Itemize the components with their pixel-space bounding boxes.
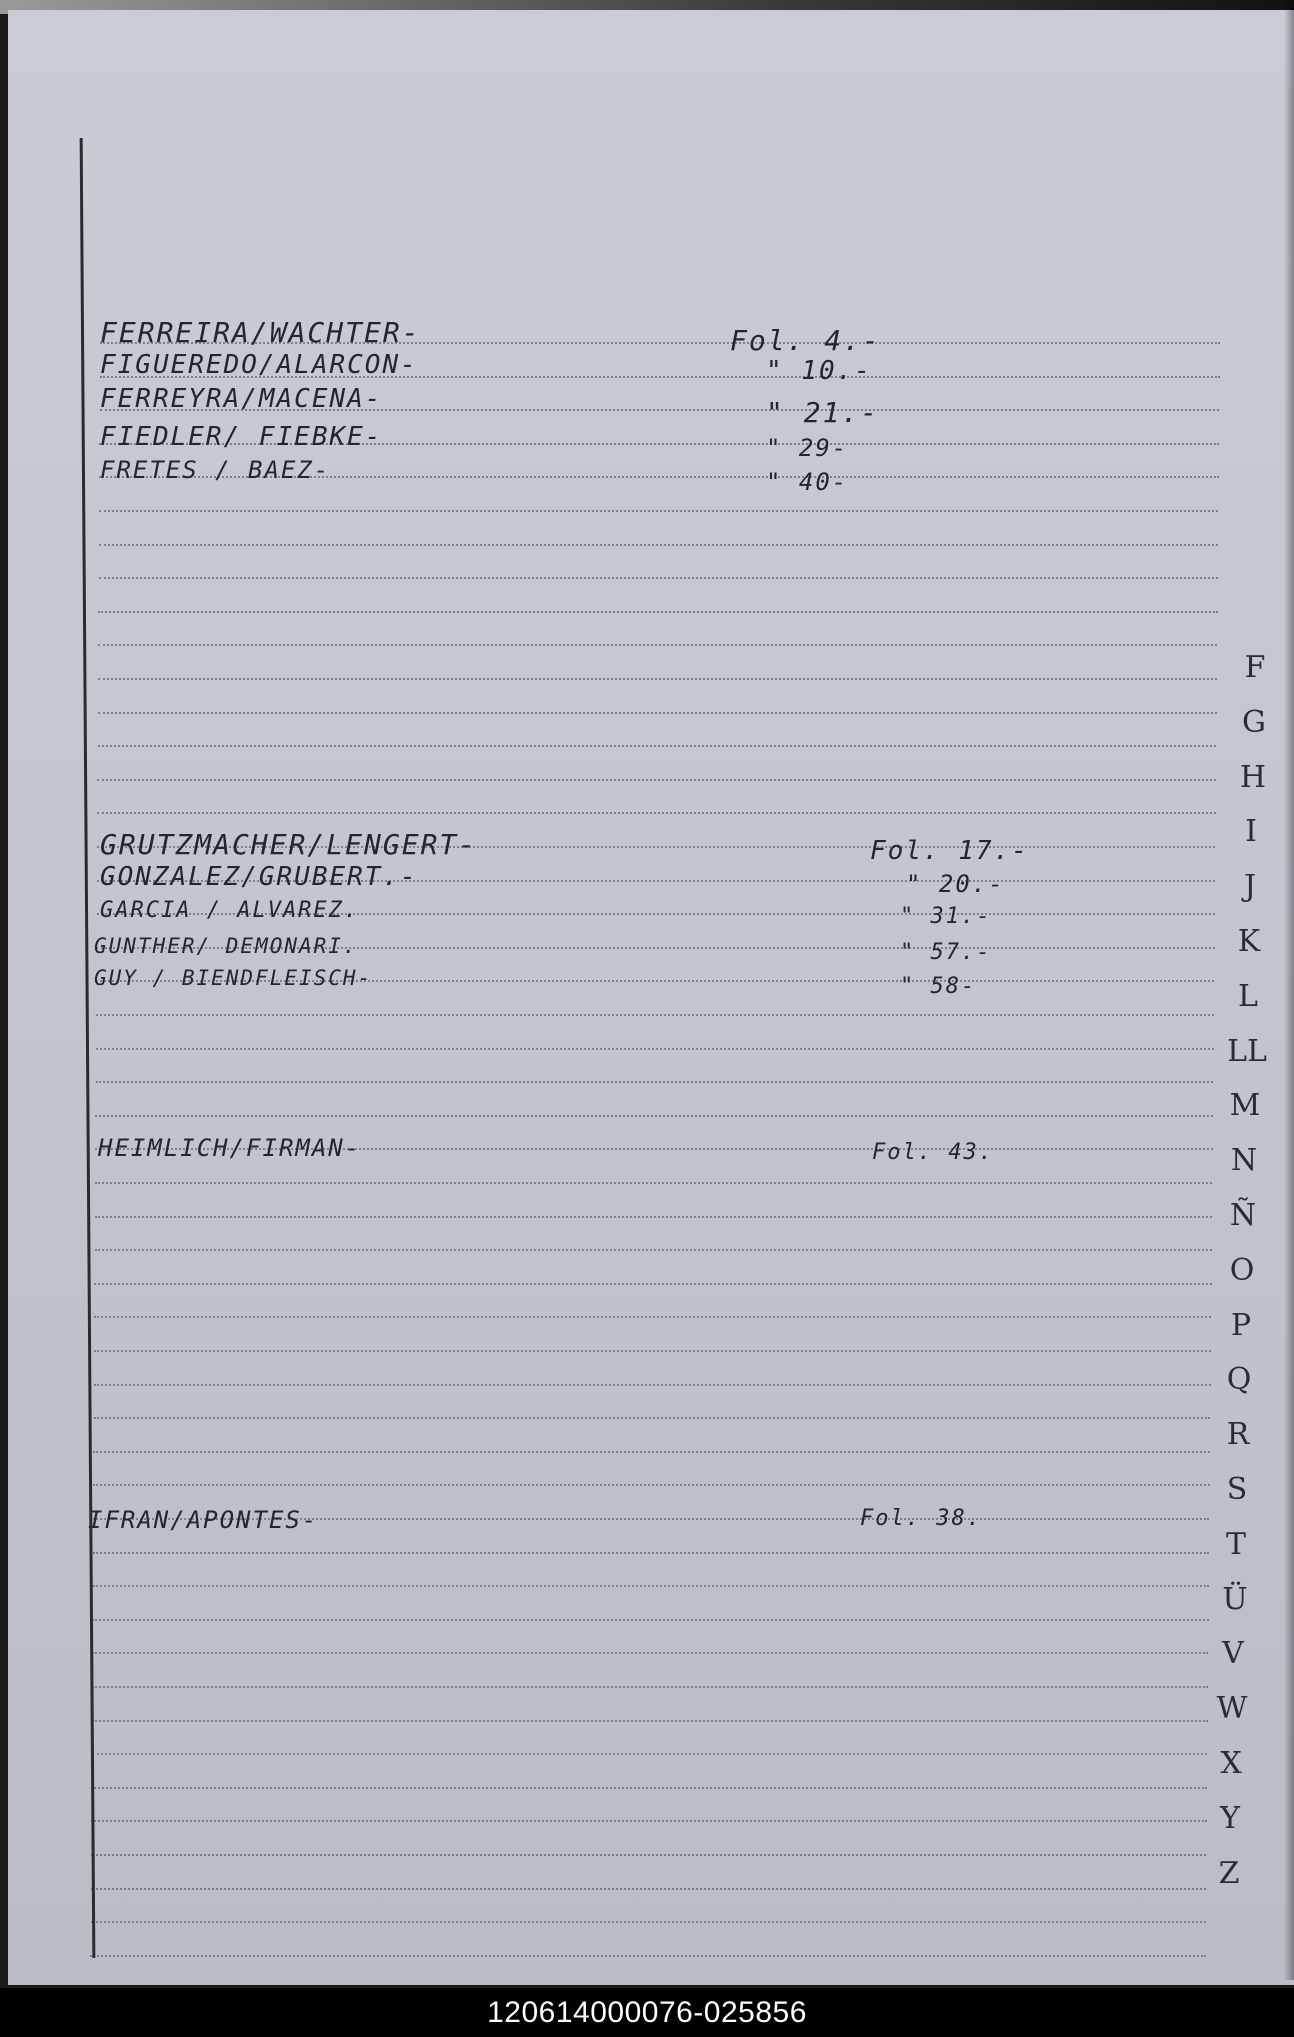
entry-name: FIGUEREDO/ALARCON- [100, 350, 418, 380]
ruled-line [94, 1384, 1211, 1386]
ruled-line [95, 1216, 1212, 1218]
ruled-line [92, 1720, 1208, 1722]
ruled-line [91, 1888, 1206, 1890]
entry-name: FERREIRA/WACHTER- [100, 316, 421, 349]
index-tab[interactable]: Q [1226, 1362, 1252, 1398]
entry-name: GUNTHER/ DEMONARI. [94, 934, 358, 958]
entry-folio: " 20.- [906, 870, 1005, 898]
ruled-line [92, 1753, 1207, 1755]
archive-stamp: 120614000076-025856 [0, 1988, 1294, 2037]
ruled-line [98, 678, 1217, 680]
ruled-line [91, 1820, 1207, 1822]
entry-name: HEIMLICH/FIRMAN- [98, 1134, 362, 1162]
ruled-line [93, 1552, 1209, 1554]
entry-name: GONZALEZ/GRUBERT.- [100, 862, 418, 892]
ruled-line [98, 712, 1217, 714]
index-tab[interactable]: F [1244, 650, 1266, 685]
entry-folio: Fol. 43. [872, 1140, 994, 1165]
entry-folio: " 57.- [900, 940, 992, 965]
ruled-line [96, 1081, 1213, 1083]
margin-line [80, 138, 96, 1958]
index-tab[interactable]: Ü [1222, 1581, 1248, 1617]
ruled-line [92, 1619, 1209, 1621]
ruled-line [92, 1652, 1208, 1654]
ruled-line [99, 544, 1218, 546]
entry-name: FERREYRA/MACENA- [100, 384, 383, 414]
ruled-line [90, 1955, 1206, 1957]
index-tab[interactable]: K [1237, 924, 1261, 959]
ruled-line [93, 1451, 1210, 1453]
entry-folio: Fol. 4.- [730, 324, 881, 357]
ledger-page [8, 10, 1294, 1985]
ruled-line [93, 1484, 1210, 1486]
index-tab[interactable]: X [1220, 1746, 1242, 1781]
ruled-line [94, 1350, 1211, 1352]
entry-folio: " 31.- [900, 904, 992, 929]
index-tab[interactable]: Y [1220, 1800, 1240, 1836]
index-tab[interactable]: M [1229, 1088, 1261, 1124]
index-tab[interactable]: P [1230, 1307, 1252, 1343]
ruled-line [97, 812, 1216, 814]
entry-name: GRUTZMACHER/LENGERT- [100, 828, 478, 861]
index-tab[interactable]: H [1239, 759, 1267, 795]
index-tab[interactable]: S [1226, 1472, 1248, 1507]
ruled-line [94, 1316, 1211, 1318]
ruled-line [97, 779, 1216, 781]
ruled-line [91, 1921, 1206, 1923]
index-tab[interactable]: V [1222, 1636, 1244, 1672]
entry-folio: " 10.- [766, 356, 872, 386]
index-tab[interactable]: LL [1227, 1033, 1267, 1069]
entry-name: GARCIA / ALVAREZ. [100, 898, 360, 923]
entry-name: IFRAN/APONTES- [88, 1506, 319, 1534]
entry-name: FIEDLER/ FIEBKE- [100, 422, 383, 452]
ruled-line [96, 1048, 1214, 1050]
entry-name: FRETES / BAEZ- [100, 456, 331, 484]
ruled-line [99, 510, 1218, 512]
ruled-line [91, 1787, 1207, 1789]
index-tab[interactable]: T [1225, 1526, 1246, 1562]
ruled-line [96, 1014, 1214, 1016]
index-tab[interactable]: N [1230, 1143, 1258, 1179]
ruled-line [95, 1115, 1213, 1117]
index-tab[interactable]: O [1229, 1252, 1255, 1288]
ruled-line [99, 577, 1218, 579]
ruled-line [95, 1249, 1212, 1251]
ruled-line [91, 1854, 1206, 1856]
ruled-line [98, 644, 1217, 646]
index-tab[interactable]: I [1245, 814, 1257, 850]
ruled-line [98, 745, 1216, 747]
index-tab[interactable]: Ñ [1229, 1198, 1257, 1233]
ruled-line [92, 1686, 1208, 1688]
index-tab[interactable]: G [1242, 704, 1266, 740]
entry-name: GUY / BIENDFLEISCH- [94, 966, 373, 990]
ruled-line [94, 1417, 1210, 1419]
entry-folio: " 40- [766, 468, 849, 496]
ruled-line [95, 1182, 1212, 1184]
index-tab[interactable]: R [1226, 1417, 1250, 1453]
ruled-line [98, 611, 1218, 613]
index-tab[interactable]: J [1243, 869, 1257, 905]
ruled-line [93, 1585, 1209, 1587]
index-tab[interactable]: W [1216, 1691, 1248, 1727]
entry-folio: " 29- [766, 434, 849, 462]
entry-folio: " 21.- [766, 396, 880, 429]
entry-folio: Fol. 38. [860, 1506, 982, 1531]
entry-folio: Fol. 17.- [870, 836, 1029, 866]
index-tab[interactable]: L [1238, 978, 1258, 1014]
page-edge-shadow [1284, 0, 1294, 1980]
index-tab[interactable]: Z [1218, 1855, 1240, 1891]
entry-folio: " 58- [900, 974, 977, 999]
ruled-line [94, 1283, 1212, 1285]
